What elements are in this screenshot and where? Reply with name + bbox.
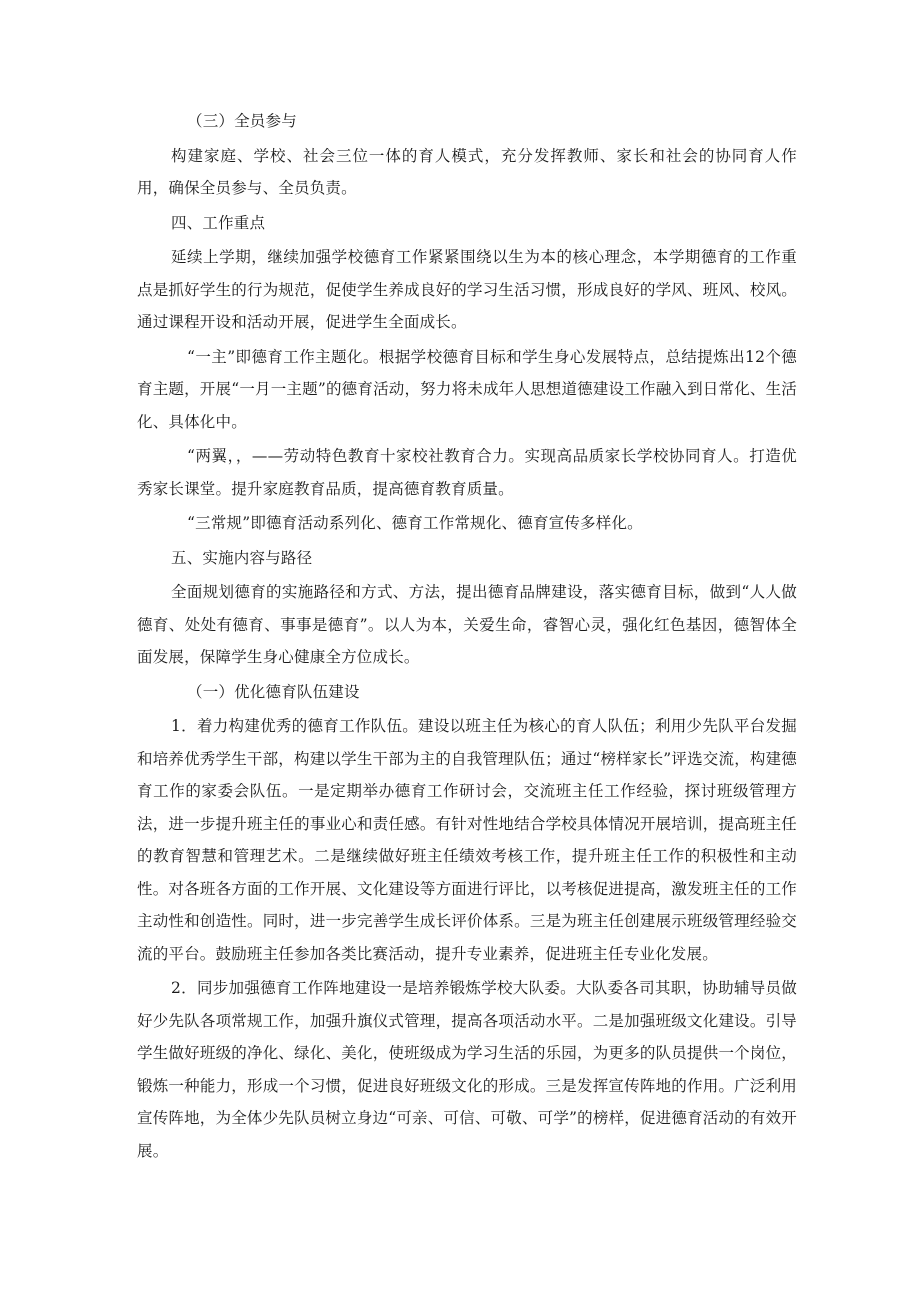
section-heading-team-building: （一）优化德育队伍建设 — [187, 682, 360, 701]
paragraph: 全面规划德育的实施路径和方式、方法，提出德育品牌建设，落实德育目标，做到“人人做德育、处处有德育、事事是德育”。以人为本，关爱生命，睿智心灵，强化红色基因，德智体全面发展，保障学生身心健康全方位成长。 — [137, 583, 797, 666]
paragraph: 2．同步加强德育工作阵地建设一是培养锻炼学校大队委。大队委各司其职，协助辅导员做好少先队各项常规工作，加强升旗仪式管理，提高各项活动水平。二是加强班级文化建设。引导学生做好班级的净化、绿化、美化，使班级成为学习生活的乐园，为更多的队员提供一个岗位，锻炼一种能力，形成一个习惯，促进良好班级文化的形成。三是发挥宣传阵地的作用。广泛利用宣传阵地，为全体少先队员树立身边“可亲、可信、可敬、可学”的榜样，促进德育活动的有效开展。 — [137, 979, 797, 1160]
paragraph: 构建家庭、学校、社会三位一体的育人模式，充分发挥教师、家长和社会的协同育人作用，确保全员参与、全员负责。 — [137, 146, 797, 197]
paragraph: “三常规”即德育活动系列化、德育工作常规化、德育宣传多样化。 — [187, 514, 643, 532]
paragraph: 1．着力构建优秀的德育工作队伍。建设以班主任为核心的育人队伍；利用少先队平台发掘和培养优秀学生干部，构建以学生干部为主的自我管理队伍；通过“榜样家长”评选交流，构建德育工作的家委会队伍。一是定期举办德育工作研讨会，交流班主任工作经验，探讨班级管理方法，进一步提升班主任的事业心和责任感。有针对性地结合学校具体情况开展培训，提高班主任的教育智慧和管理艺术。二是继续做好班主任绩效考核工作，提升班主任工作的积极性和主动性。对各班各方面的工作开展、文化建设等方面进行评比，以考核促进提高，激发班主任的工作主动性和创造性。同时，进一步完善学生成长评价体系。三是为班主任创建展示班级管理经验交流的平台。鼓励班主任参加各类比赛活动，提升专业素养，促进班主任专业化发展。 — [137, 717, 797, 963]
section-heading-work-focus: 四、工作重点 — [171, 213, 266, 232]
paragraph: “一主”即德育工作主题化。根据学校德育目标和学生身心发展特点，总结提炼出12个德育主题，开展“一月一主题”的德育活动，努力将未成年人思想道德建设工作融入到日常化、生活化、具体化中。 — [137, 347, 797, 431]
section-heading-all-participation: （三）全员参与 — [187, 112, 297, 130]
section-heading-implementation: 五、实施内容与路径 — [171, 548, 313, 567]
paragraph: “两翼，，——劳动特色教育十家校社教育合力。实现高品质家长学校协同育人。打造优秀家长课堂。提升家庭教育品质，提高德育教育质量。 — [137, 447, 797, 498]
document-body — [137, 105, 797, 1167]
paragraph: 延续上学期，继续加强学校德育工作紧紧围绕以生为本的核心理念，本学期德育的工作重点是抓好学生的行为规范，促使学生养成良好的学习生活习惯，形成良好的学风、班风、校风。通过课程开设和活动开展，促进学生全面成长。 — [137, 248, 797, 331]
